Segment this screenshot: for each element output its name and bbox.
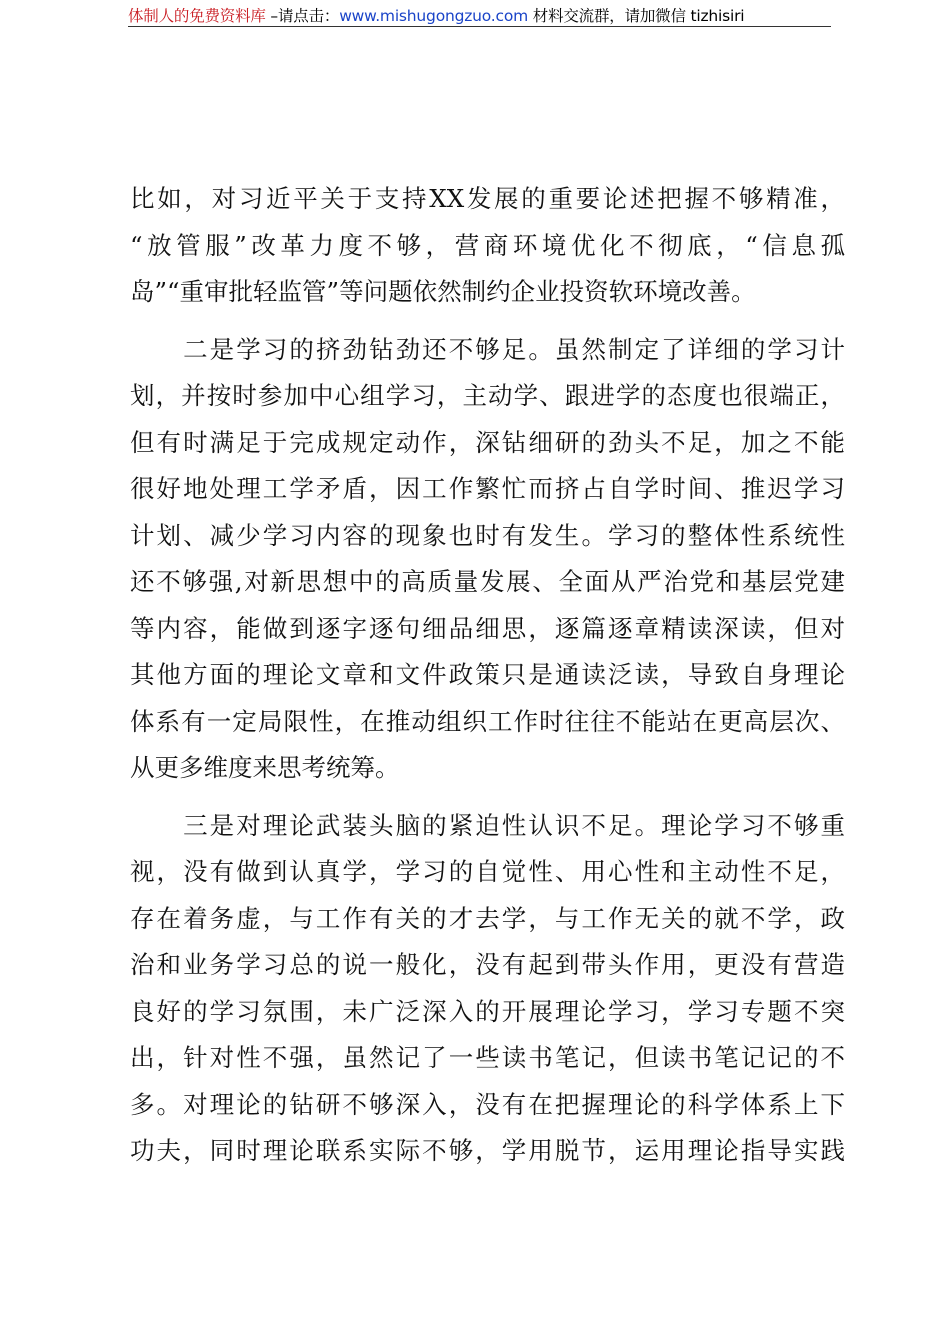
header-suffix: 材料交流群，请加微信 tizhisiri [528, 7, 745, 25]
text-line: 功夫，同时理论联系实际不够，学用脱节，运用理论指导实践 [130, 1136, 845, 1165]
text-line: 多。对理论的钻研不够深入，没有在把握理论的科学体系上下 [130, 1089, 845, 1119]
text-line: 良好的学习氛围，未广泛深入的开展理论学习，学习专题不突 [130, 996, 845, 1026]
page-header [128, 6, 828, 28]
text-line: 其他方面的理论文章和文件政策只是通读泛读，导致自身理论 [130, 660, 845, 689]
text-line: 三是对理论武装头脑的紧迫性认识不足。理论学习不够重 [130, 810, 845, 840]
text-line: “放管服”改革力度不够，营商环境优化不彻底，“信息孤 [130, 230, 845, 260]
text-line: 划，并按时参加中心组学习，主动学、跟进学的态度也很端正， [130, 381, 845, 410]
text-line: 出，针对性不强，虽然记了一些读书笔记，但读书笔记记的不 [130, 1043, 845, 1072]
text-line: 从更多维度来思考统筹。 [130, 753, 400, 782]
header-url-link[interactable]: www.mishugongzuo.com [339, 7, 529, 25]
text-line: 还不够强,对新思想中的高质量发展、全面从严治党和基层党建 [130, 567, 845, 596]
text-line: 很好地处理工学矛盾，因工作繁忙而挤占自学时间、推迟学习 [130, 474, 845, 503]
text-line: 视，没有做到认真学，学习的自觉性、用心性和主动性不足， [130, 857, 845, 886]
text-line: 比如，对习近平关于支持XX发展的重要论述把握不够精准， [130, 184, 845, 213]
text-line: 计划、减少学习内容的现象也时有发生。学习的整体性系统性 [130, 520, 845, 550]
text-line: 岛”“重审批轻监管”等问题依然制约企业投资软环境改善。 [130, 277, 756, 306]
header-brand: 体制人的免费资料库 [128, 7, 266, 25]
header-divider [128, 26, 831, 27]
text-line: 治和业务学习总的说一般化，没有起到带头作用，更没有营造 [130, 950, 845, 979]
text-line: 等内容，能做到逐字逐句细品细思，逐篇逐章精读深读，但对 [130, 613, 845, 643]
document-body [130, 176, 845, 1175]
text-line: 但有时满足于完成规定动作，深钻细研的劲头不足，加之不能 [130, 427, 845, 457]
header-prompt: –请点击： [265, 7, 340, 25]
text-line: 体系有一定局限性，在推动组织工作时往往不能站在更高层次、 [130, 706, 845, 736]
text-line: 二是学习的挤劲钻劲还不够足。虽然制定了详细的学习计 [130, 334, 845, 364]
text-line: 存在着务虚，与工作有关的才去学，与工作无关的就不学，政 [130, 903, 845, 933]
